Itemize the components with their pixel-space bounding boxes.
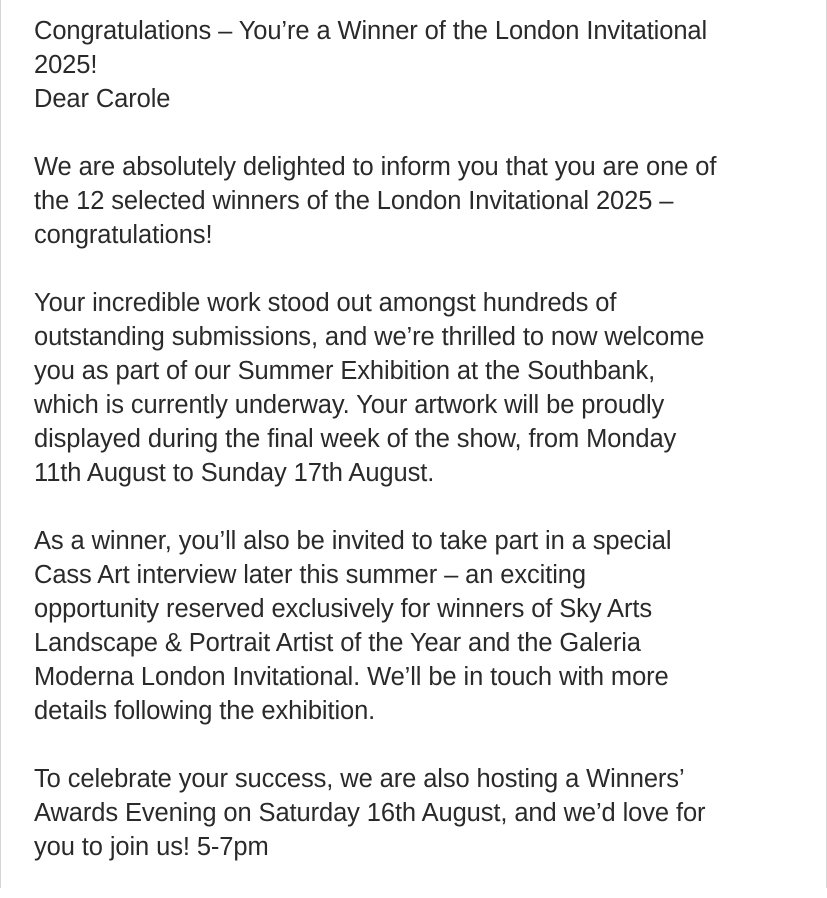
message-paragraph-interview: As a winner, you’ll also be invited to take part in a special Cass Art interview later this summer – an exciting opportunity reserved exclusively for winners of Sky Arts Landscape & Portrait Artist of the Year and the Galeria Moderna London Invitational. We’ll be in touch with more details following the exhibition.	[34, 527, 672, 725]
message-paragraph-awards-evening: To celebrate your success, we are also hosting a Winners’ Awards Evening on Saturday 16th August, and we’d love for you to join us! 5-7pm	[34, 765, 706, 861]
message-body	[34, 14, 804, 898]
message-paragraph-announcement: We are absolutely delighted to inform you that you are one of the 12 selected winners of the London Invitational 2025 – congratulations!	[34, 153, 717, 249]
message-subject: Congratulations – You’re a Winner of the London Invitational 2025!	[34, 17, 708, 79]
message-paragraph-exhibition: Your incredible work stood out amongst hundreds of outstanding submissions, and we’re thrilled to now welcome you as part of our Summer Exhibition at the Southbank, which is currently underway. Your artwork will be proudly displayed during the final week of the show, from Monday 11th August to Sunday 17th August.	[34, 289, 705, 487]
message-greeting: Dear Carole	[34, 85, 171, 113]
